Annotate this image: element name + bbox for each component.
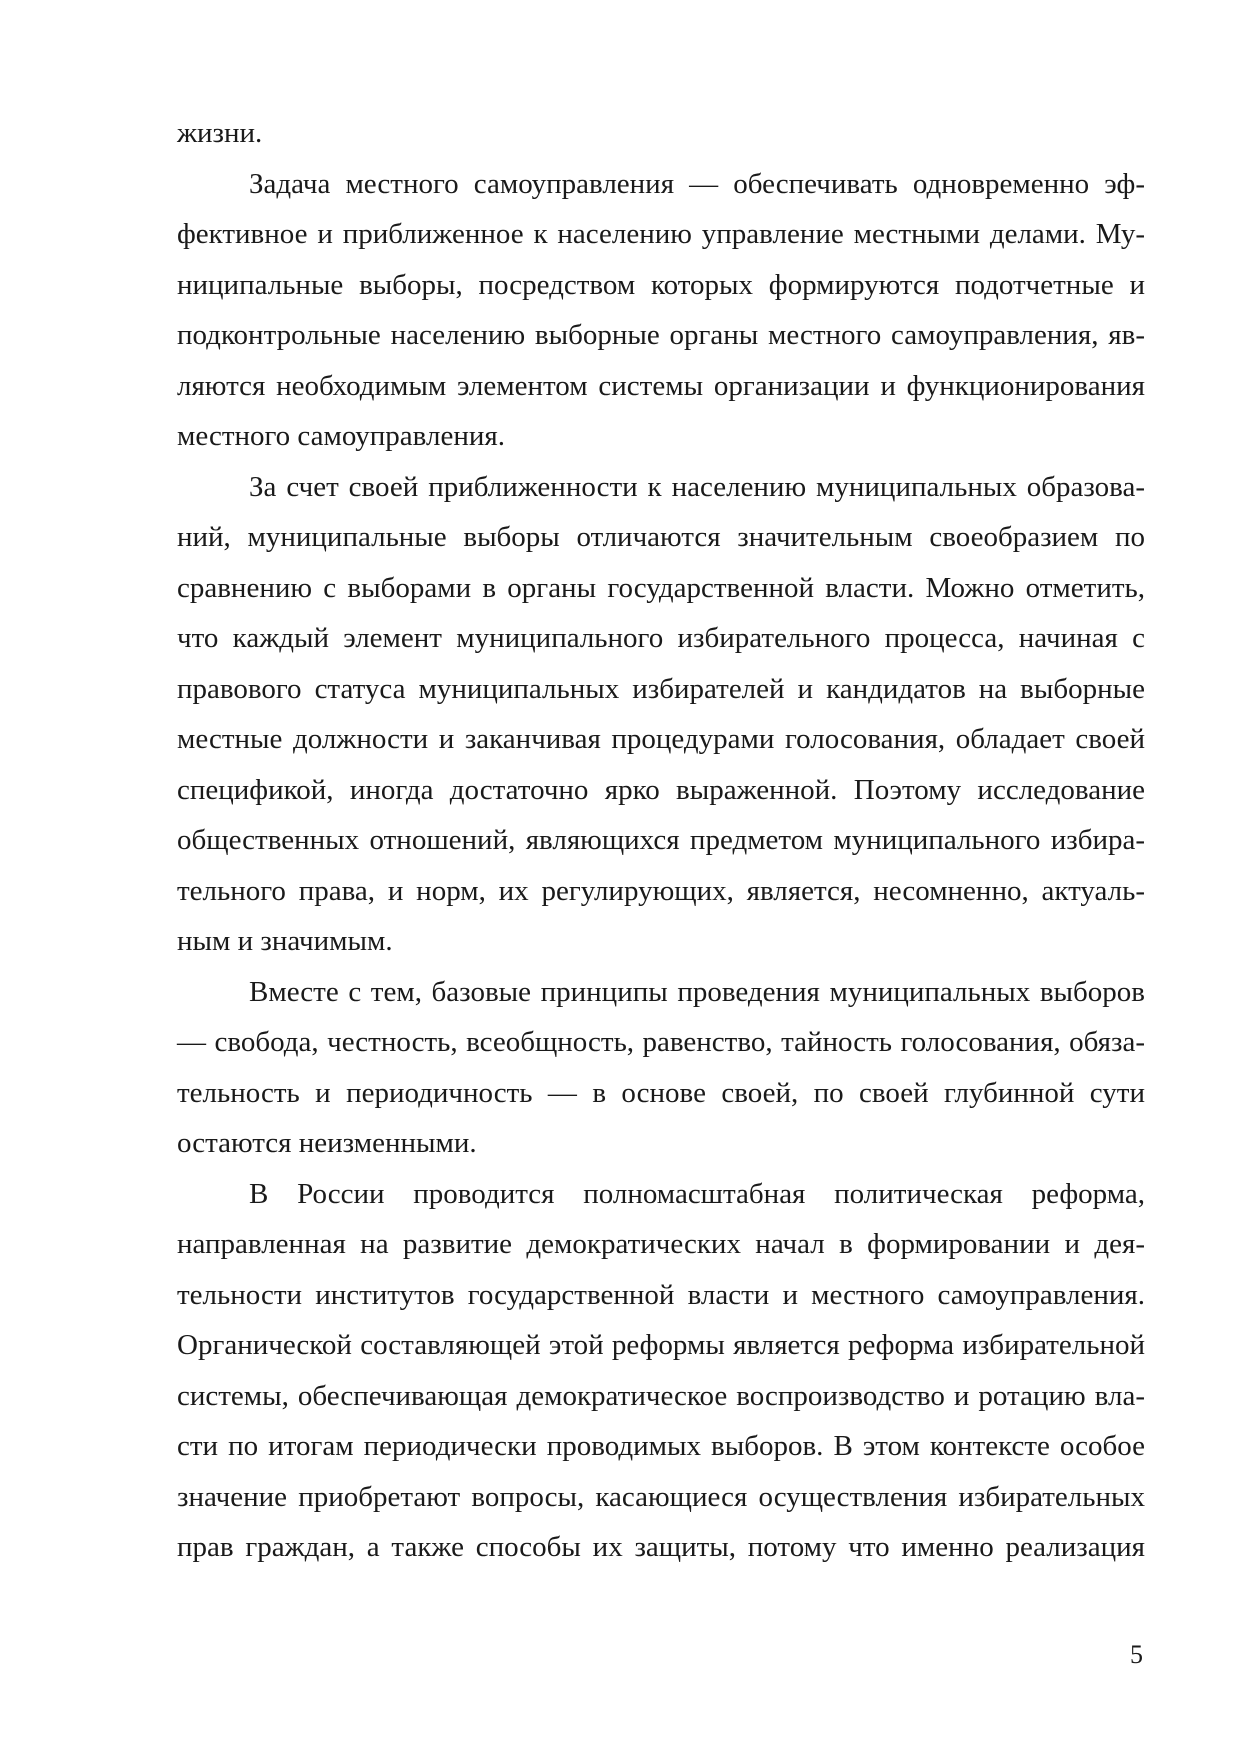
text-line: ний, муниципальные выборы отличаются значительным своеобразием по [177,521,1145,553]
text-line: правового статуса муниципальных избирателей и кандидатов на выборные [177,672,1145,705]
body-text [177,108,1145,1573]
text-line: подконтрольные населению выборные органы местного самоуправления, яв- [177,319,1145,351]
text-line: системы, обеспечивающая демократическое воспроизводство и ротацию вла- [177,1379,1145,1412]
text-line: тельного права, и норм, их регулирующих, является, несомненно, актуаль- [177,874,1145,907]
text-line: что каждый элемент муниципального избирательного процесса, начиная с [177,622,1145,654]
text-line: спецификой, иногда достаточно ярко выраженной. Поэтому исследование [177,773,1145,806]
text-line: — свобода, честность, всеобщность, равенство, тайность голосования, обяза- [177,1026,1145,1058]
text-line: ниципальные выборы, посредством которых формируются подотчетные и [177,268,1145,301]
page-number: 5 [1130,1640,1143,1669]
text-line: Вместе с тем, базовые принципы проведения муниципальных выборов [249,975,1145,1008]
text-line: остаются неизменными. [177,1127,477,1159]
text-line: сти по итогам периодически проводимых выборов. В этом контексте особое [177,1430,1145,1462]
text-line: Задача местного самоуправления — обеспечивать одновременно эф- [249,167,1145,200]
text-line: направленная на развитие демократических начал в формировании и дея- [177,1228,1145,1260]
text-line: тельность и периодичность — в основе своей, по своей глубинной сути [177,1076,1145,1109]
text-line: местного самоуправления. [177,420,505,452]
text-line: прав граждан, а также способы их защиты, потому что именно реализация [177,1531,1145,1563]
text-line: ляются необходимым элементом системы организации и функционирования [177,369,1145,402]
text-line: местные должности и заканчивая процедурами голосования, обладает своей [177,723,1145,755]
text-line: сравнению с выборами в органы государственной власти. Можно отметить, [177,571,1145,604]
text-line: значение приобретают вопросы, касающиеся осуществления избирательных [177,1480,1145,1513]
text-line: тельности институтов государственной власти и местного самоуправления. [177,1278,1145,1311]
text-line: ным и значимым. [177,925,393,957]
text-line: фективное и приближенное к населению управление местными делами. Му- [177,218,1145,250]
text-line: В России проводится полномасштабная политическая реформа, [249,1177,1145,1210]
text-line: общественных отношений, являющихся предметом муниципального избира- [177,824,1145,856]
text-line: Органической составляющей этой реформы является реформа избирательной [177,1329,1145,1361]
text-line: За счет своей приближенности к населению муниципальных образова- [249,470,1145,503]
text-line: жизни. [177,117,263,149]
